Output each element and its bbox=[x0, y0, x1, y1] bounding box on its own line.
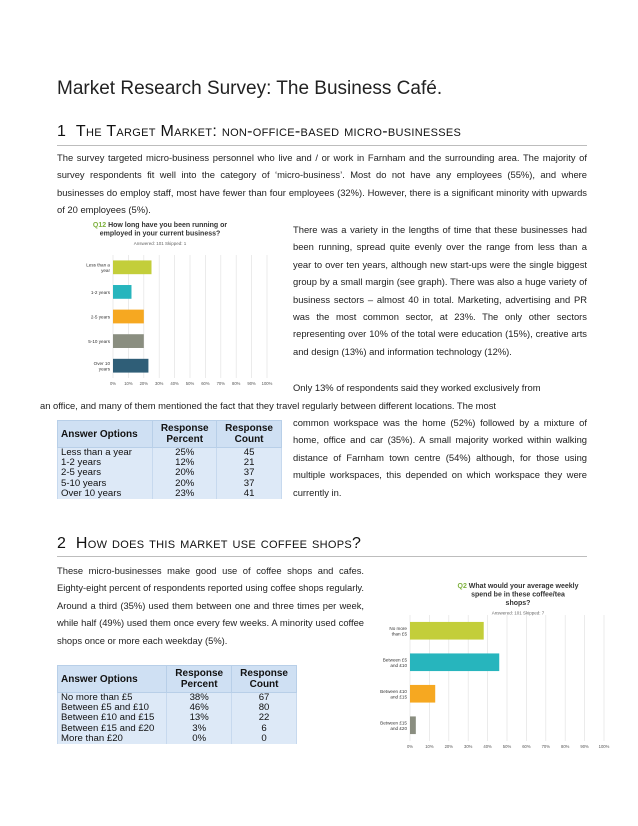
chart-weekly-spend bbox=[368, 578, 618, 753]
bar bbox=[410, 622, 484, 640]
table-cell: 41 bbox=[217, 489, 282, 499]
category-label: 1-2 years bbox=[90, 289, 110, 295]
section-1-intro: The survey targeted micro-business personnel who live and / or work in Farnham and the surrounding area. The majority of survey respondents fit well into the category of ‘micro-business’. Most do not have any employees (55%), and where businesses do employ staff, most have fewer than four employees (32%). However, there is a significant minority with upwards of 20 employees (5%). bbox=[57, 152, 587, 216]
tick-label: 20% bbox=[139, 381, 148, 386]
section-1-para-3-start: Only 13% of respondents said they worked exclusively from bbox=[293, 382, 541, 393]
chart-business-duration bbox=[57, 217, 287, 391]
tick-label: 70% bbox=[541, 744, 550, 749]
category-label: Between £15 bbox=[380, 720, 407, 726]
table-header: Response Count bbox=[217, 421, 282, 448]
table-cell: 21 bbox=[217, 458, 282, 468]
table-cell: More than £20 bbox=[58, 734, 167, 744]
chart-title bbox=[100, 231, 221, 238]
tick-label: 40% bbox=[483, 744, 492, 749]
table-business-duration bbox=[57, 420, 282, 499]
tick-label: 0% bbox=[109, 381, 117, 386]
category-label: Over 10 bbox=[93, 361, 110, 366]
tick-label: 100% bbox=[598, 744, 610, 749]
category-label: and £20 bbox=[390, 725, 407, 731]
tick-label: 30% bbox=[464, 744, 473, 749]
category-label: year bbox=[101, 268, 110, 273]
category-label: No more bbox=[389, 626, 407, 632]
section-2-para-1: These micro-businesses make good use of coffee shops and cafes. Eighty-eight percent of respondents reported using coffee shops regularly. Around a third (35%) used them between one and three times per week, while half (49%) used them once every few weeks. A minority used coffee shops once or more each weekday (5%). bbox=[57, 565, 364, 646]
tick-label: 90% bbox=[247, 381, 256, 386]
category-label: years bbox=[98, 366, 110, 372]
tick-label: 50% bbox=[502, 744, 512, 749]
section-1-para-3-line: an office, and many of them mentioned the fact that they travel regularly between different locations. The most bbox=[40, 400, 496, 411]
category-label: and £10 bbox=[390, 662, 407, 668]
tick-label: 100% bbox=[261, 381, 273, 386]
chart-business-duration-svg bbox=[57, 217, 287, 391]
table-cell: 13% bbox=[167, 713, 232, 723]
table-cell: 37 bbox=[217, 468, 282, 478]
chart-title-text: shops? bbox=[505, 600, 531, 607]
chart-title-text: spend be in these coffee/tea bbox=[471, 591, 565, 599]
bar bbox=[113, 260, 152, 274]
table-cell: Between £10 and £15 bbox=[58, 713, 167, 723]
table-cell: No more than £5 bbox=[58, 693, 167, 704]
chart-title bbox=[458, 583, 579, 590]
section-1-rule bbox=[57, 145, 587, 146]
tick-label: 40% bbox=[170, 381, 179, 386]
table-cell: 23% bbox=[153, 489, 217, 499]
category-label: than £5 bbox=[391, 631, 407, 637]
chart-title bbox=[506, 600, 531, 607]
chart-title-text: How long have you been running or bbox=[108, 222, 228, 229]
table-row bbox=[58, 489, 282, 499]
table-cell: 46% bbox=[167, 703, 232, 713]
table-cell: Less than a year bbox=[58, 448, 153, 459]
bar bbox=[113, 310, 144, 324]
bar bbox=[410, 685, 435, 703]
section-1-para-2: There was a variety in the lengths of time that these businesses had been running, spread quite evenly over the range from less than a year to over ten years, although new start-ups were the single biggest group by a small margin (see graph). There was also a huge variety of business sectors – almost 40 in total. Marketing, advertising and PR was the most common sector, at 23%. The only other sectors representing over 10% of the total were education (15%), creative arts and design (13%) and information technology (12%). bbox=[293, 224, 587, 357]
table-cell: 5-10 years bbox=[58, 479, 153, 489]
bar bbox=[410, 716, 416, 734]
category-label: and £15 bbox=[390, 694, 407, 700]
section-1-number: 1 bbox=[57, 123, 66, 140]
table-cell: 12% bbox=[153, 458, 217, 468]
chart-title-text: employed in your current business? bbox=[99, 230, 221, 238]
chart-title-text: What would your average weekly bbox=[468, 583, 579, 590]
table-cell: 38% bbox=[167, 693, 232, 704]
chart-answered-text: Answered: 101 Skipped: 7 bbox=[491, 610, 545, 616]
table-cell: 22 bbox=[232, 713, 297, 723]
table-cell: 37 bbox=[217, 479, 282, 489]
chart-title bbox=[471, 592, 565, 599]
table-header: Response Count bbox=[232, 666, 297, 693]
chart-title bbox=[93, 222, 227, 229]
table-cell: 20% bbox=[153, 479, 217, 489]
category-label: 2-5 years bbox=[90, 314, 110, 320]
table-cell: Between £15 and £20 bbox=[58, 724, 167, 734]
section-2-rule bbox=[57, 556, 587, 557]
table-cell: 3% bbox=[167, 724, 232, 734]
table-header: Response Percent bbox=[167, 666, 232, 693]
bar bbox=[113, 359, 148, 373]
tick-label: 20% bbox=[444, 744, 453, 749]
category-label: Less than a bbox=[86, 262, 110, 268]
tick-label: 60% bbox=[201, 381, 210, 386]
chart-question-number: Q2 bbox=[457, 583, 469, 590]
chart-answered-text: Answered: 101 Skipped: 1 bbox=[133, 241, 187, 246]
table-cell: Over 10 years bbox=[58, 489, 153, 499]
tick-label: 80% bbox=[561, 744, 570, 749]
section-2-heading bbox=[57, 535, 361, 553]
category-label: 5-10 years bbox=[88, 339, 110, 345]
tick-label: 90% bbox=[580, 744, 589, 749]
table-row bbox=[58, 734, 297, 744]
section-1-para-3-rest: common workspace was the home (52%) followed by a mixture of home, office and car (35%). A small majority worked within walking distance of Farnham town centre (54%) although, for those using multiple workspaces, this depended on which workspace they were currently in. bbox=[293, 417, 587, 498]
tick-label: 0% bbox=[406, 744, 414, 749]
tick-label: 70% bbox=[216, 381, 225, 386]
bar bbox=[113, 334, 144, 348]
table-header: Answer Options bbox=[58, 421, 153, 448]
table-cell: Between £5 and £10 bbox=[58, 703, 167, 713]
table-cell: 67 bbox=[232, 693, 297, 704]
table-cell: 20% bbox=[153, 468, 217, 478]
table-header: Response Percent bbox=[153, 421, 217, 448]
table-header: Answer Options bbox=[58, 666, 167, 693]
category-label: Between £10 bbox=[380, 689, 407, 695]
table-cell: 45 bbox=[217, 448, 282, 459]
table-cell: 1-2 years bbox=[58, 458, 153, 468]
table-cell: 25% bbox=[153, 448, 217, 459]
section-1-heading bbox=[57, 123, 461, 141]
section-2-number: 2 bbox=[57, 535, 66, 552]
tick-label: 80% bbox=[232, 381, 241, 386]
tick-label: 30% bbox=[155, 381, 164, 386]
chart-question-number: Q12 bbox=[92, 222, 109, 229]
page-title: Market Research Survey: The Business Café. bbox=[57, 78, 443, 99]
bar bbox=[410, 653, 499, 671]
category-label: Between £5 bbox=[382, 657, 407, 663]
tick-label: 50% bbox=[185, 381, 195, 386]
section-1-title: The Target Market: non-office-based micro-businesses bbox=[75, 123, 462, 140]
table-cell: 80 bbox=[232, 703, 297, 713]
table-cell: 6 bbox=[232, 724, 297, 734]
table-cell: 2-5 years bbox=[58, 468, 153, 478]
table-cell: 0% bbox=[167, 734, 232, 744]
tick-label: 60% bbox=[522, 744, 531, 749]
table-cell: 0 bbox=[232, 734, 297, 744]
tick-label: 10% bbox=[124, 381, 133, 386]
section-2-title: How does this market use coffee shops? bbox=[75, 535, 362, 552]
tick-label: 10% bbox=[425, 744, 434, 749]
chart-weekly-spend-svg bbox=[368, 578, 618, 753]
table-weekly-spend bbox=[57, 665, 297, 744]
bar bbox=[113, 285, 131, 299]
